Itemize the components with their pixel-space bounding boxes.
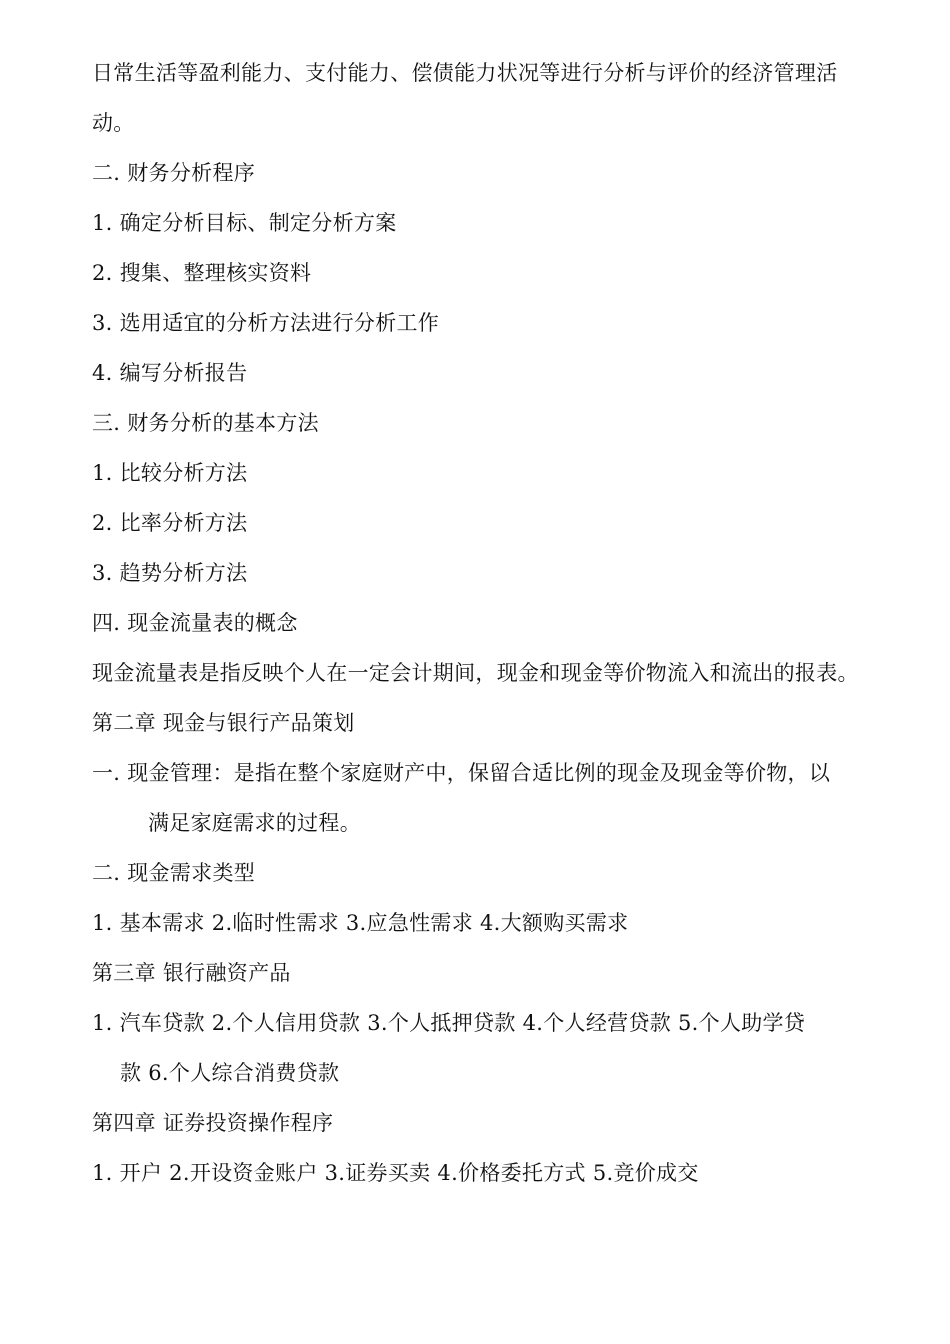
list-item: 1. 开户 2.开设资金账户 3.证券买卖 4.价格委托方式 5.竞价成交 [92,1161,699,1185]
list-item: 1. 基本需求 2.临时性需求 3.应急性需求 4.大额购买需求 [92,911,629,935]
section-heading: 三. 财务分析的基本方法 [92,411,319,435]
section-heading: 二. 财务分析程序 [92,161,256,185]
paragraph-line: 动。 [92,111,135,135]
list-item: 3. 趋势分析方法 [92,561,248,585]
chapter-heading: 第二章 现金与银行产品策划 [92,711,355,735]
list-item: 1. 确定分析目标、制定分析方案 [92,211,397,235]
list-item: 3. 选用适宜的分析方法进行分析工作 [92,311,440,335]
list-item: 1. 比较分析方法 [92,461,248,485]
list-item: 1. 汽车贷款 2.个人信用贷款 3.个人抵押贷款 4.个人经营贷款 5.个人助学贷 [92,1011,806,1035]
chapter-heading: 第四章 证券投资操作程序 [92,1111,334,1135]
section-heading: 二. 现金需求类型 [92,861,256,885]
paragraph-line: 一. 现金管理：是指在整个家庭财产中，保留合适比例的现金及现金等价物，以 [92,761,831,785]
list-item: 4. 编写分析报告 [92,361,248,385]
section-heading: 四. 现金流量表的概念 [92,611,298,635]
list-item: 2. 比率分析方法 [92,511,248,535]
paragraph-line: 现金流量表是指反映个人在一定会计期间，现金和现金等价物流入和流出的报表。 [92,661,859,685]
list-item: 2. 搜集、整理核实资料 [92,261,312,285]
list-item: 款 6.个人综合消费贷款 [120,1061,340,1085]
paragraph-line: 满足家庭需求的过程。 [148,811,361,835]
paragraph-line: 日常生活等盈利能力、支付能力、偿债能力状况等进行分析与评价的经济管理活 [92,61,838,85]
chapter-heading: 第三章 银行融资产品 [92,961,291,985]
